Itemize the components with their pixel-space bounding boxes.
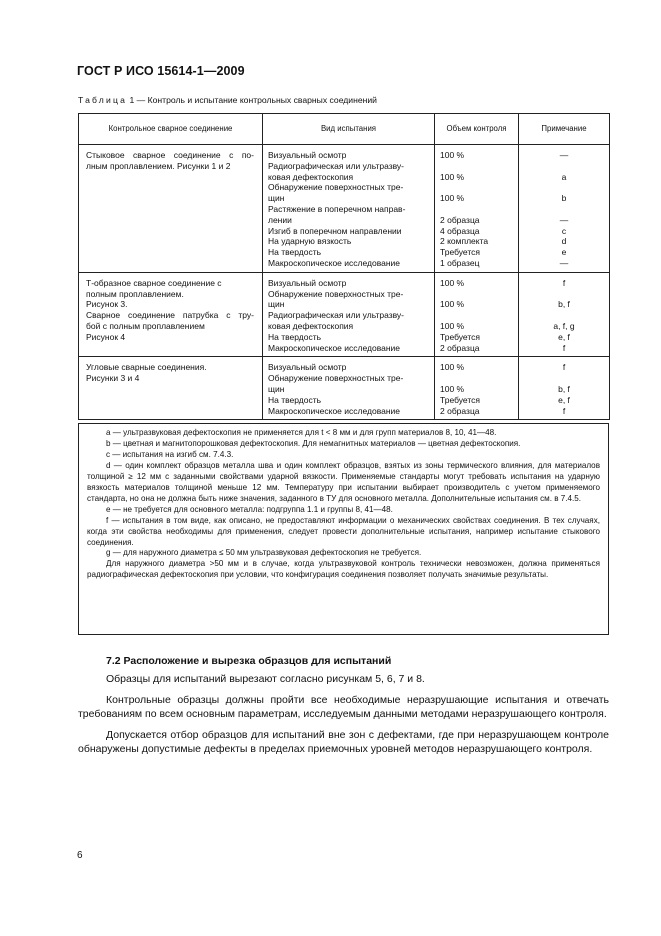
scope-value: [440, 182, 518, 193]
test-type: На ударную вязкость: [268, 236, 352, 247]
section-paragraph: Допускается отбор образцов для испытаний вне зон с дефектами, где при неразрушающем контроле обнаружены допустимые дефекты в пределах приемочных уровней методов неразрушающего контроля.: [78, 728, 609, 756]
note-ref: [519, 161, 609, 172]
test-type: Радиографическая или ультразву-: [268, 310, 405, 321]
test-type: ковая дефектоскопия: [268, 320, 354, 331]
test-type: Изгиб в поперечном направлении: [268, 225, 402, 236]
table-note: a — ультразвуковая дефектоскопия не применяется для t < 8 мм и для групп материалов 8, 10, 41—48.: [106, 428, 497, 437]
test-type: лении: [268, 214, 292, 225]
test-type: Обнаружение поверхностных тре-: [268, 373, 404, 384]
joint-cell: [79, 145, 263, 273]
scope-cell: [435, 357, 519, 420]
scope-value: [440, 161, 518, 172]
scope-value: 2 образца: [440, 342, 480, 353]
scope-value: 2 комплекта: [440, 236, 489, 247]
joint-line: Рисунки 3 и 4: [86, 373, 140, 384]
section-body: [78, 672, 609, 763]
scope-value: 100 %: [440, 362, 465, 373]
table-note: c — испытания на изгиб см. 7.4.3.: [106, 449, 234, 459]
test-type: Обнаружение поверхностных тре-: [268, 182, 404, 193]
note-ref: [519, 289, 609, 300]
test-type-cell: [263, 145, 435, 273]
joint-line: Рисунок 4: [86, 331, 126, 342]
column-header-scope: Объем контроля: [435, 114, 519, 145]
column-header-test-type: Вид испытания: [263, 114, 435, 145]
scope-value: 2 образца: [440, 405, 480, 416]
table-note: b — цветная и магнитопорошковая дефектоскопия. Для немагнитных материалов — цветная дефектоскопия.: [106, 438, 521, 448]
scope-value: 2 образца: [440, 214, 480, 225]
test-type: На твердость: [268, 247, 322, 258]
note-ref: e: [561, 247, 567, 258]
scope-value: [440, 204, 518, 215]
joint-cell: [79, 357, 263, 420]
test-type-cell: [263, 357, 435, 420]
note-ref: [519, 204, 609, 215]
scope-value: 4 образца: [440, 225, 480, 236]
table-group-butt-joint: [79, 145, 610, 273]
note-ref: b, f: [558, 299, 570, 310]
note-ref: f: [562, 362, 566, 373]
table-caption: [78, 95, 377, 105]
test-type: щин: [268, 383, 285, 394]
table-caption-word: Таблица: [78, 95, 128, 105]
joint-cell: [79, 272, 263, 357]
test-type: Растяжение в поперечном направ-: [268, 203, 406, 214]
table-group-fillet-joint: [79, 357, 610, 420]
scope-value: 100 %: [440, 299, 465, 310]
table-note: Для наружного диаметра >50 мм и в случае, когда ультразвуковой контроль технически невозможен, должна применяться радиографическая дефектоскопия при условии, что конфигурация соединения позволяет получать значимые результаты.: [87, 559, 600, 580]
section-paragraph: Контрольные образцы должны пройти все необходимые неразрушающие испытания и отвечать требованиям по всем основным параметрам, исследуемым данными методами неразрушающего контроля.: [78, 693, 609, 721]
note-ref: f: [562, 405, 566, 416]
joint-line: Рисунок 3.: [86, 299, 128, 310]
test-type: щин: [268, 193, 285, 204]
note-cell: [519, 357, 610, 420]
section-title: 7.2 Расположение и вырезка образцов для испытаний: [106, 655, 392, 667]
section-paragraph: Образцы для испытаний вырезают согласно рисункам 5, 6, 7 и 8.: [106, 673, 425, 685]
note-ref: d: [561, 236, 567, 247]
table-caption-text: 1 — Контроль и испытание контрольных сварных соединений: [129, 95, 377, 105]
test-type: ковая дефектоскопия: [268, 171, 354, 182]
note-ref: [519, 373, 609, 384]
test-type: Радиографическая или ультразву-: [268, 160, 405, 171]
table-note: g — для наружного диаметра ≤ 50 мм ультразвуковая дефектоскопия не требуется.: [106, 548, 422, 558]
joint-line: Стыковое сварное соединение с по-: [86, 150, 254, 160]
table-notes: [78, 423, 609, 635]
control-table: [78, 113, 610, 420]
scope-cell: [435, 145, 519, 273]
scope-value: 100 %: [440, 193, 465, 204]
note-ref: —: [559, 214, 569, 225]
joint-line: Т-образное сварное соединение с: [86, 277, 222, 288]
table-note: f — испытания в том виде, как описано, не предоставляют информации о механических свойствах соединения. В тех случаях, когда эти свойства необходимы для применения, следует провести дополнительные испытания, например испытание стыкового соединения.: [87, 515, 600, 547]
note-ref: [519, 310, 609, 321]
note-cell: [519, 145, 610, 273]
note-ref: e, f: [558, 394, 570, 405]
joint-line: лным проплавлением. Рисунки 1 и 2: [86, 160, 231, 171]
note-ref: f: [562, 342, 566, 353]
column-header-note: Примечание: [519, 114, 610, 145]
test-type: На твердость: [268, 331, 322, 342]
test-type: Макроскопическое исследование: [268, 405, 401, 416]
document-header: ГОСТ Р ИСО 15614-1—2009: [77, 64, 245, 78]
test-type: Визуальный осмотр: [268, 362, 347, 373]
scope-value: [440, 289, 518, 300]
note-ref: [519, 182, 609, 193]
note-ref: a, f, g: [553, 320, 575, 331]
note-ref: e, f: [558, 331, 570, 342]
scope-value: 100 %: [440, 320, 465, 331]
test-type: Визуальный осмотр: [268, 277, 347, 288]
test-type: На твердость: [268, 394, 322, 405]
test-type: Макроскопическое исследование: [268, 257, 401, 268]
note-ref: b: [561, 193, 567, 204]
scope-value: 1 образец: [440, 257, 480, 268]
test-type: Обнаружение поверхностных тре-: [268, 288, 404, 299]
note-ref: a: [561, 171, 567, 182]
note-ref: f: [562, 277, 566, 288]
test-type: Визуальный осмотр: [268, 150, 347, 160]
joint-line: Угловые сварные соединения.: [86, 362, 207, 373]
page-number: 6: [77, 850, 83, 861]
scope-value: Требуется: [440, 247, 481, 258]
table-group-t-joint: [79, 272, 610, 357]
scope-value: 100 %: [440, 383, 465, 394]
table-note: d — один комплект образцов металла шва и один комплект образцов, взятых из зоны термического влияния, для материалов толщиной ≥ 12 мм с заданными свойствами ударной вязкости. Применяемые стандарты могут требовать испытания на ударную вязкость материалов толщиной меньше 12 мм. Температуру при испытании выбирает производитель с учетом применяемого стандарта, но она не должна быть ниже значения, заданного в ТУ для основного металла. Дополнительные испытания см. в 7.4.5.: [87, 460, 600, 503]
scope-value: 100 %: [440, 150, 465, 160]
test-type-cell: [263, 272, 435, 357]
column-header-joint: Контрольное сварное соединение: [79, 114, 263, 145]
joint-line: бой с полным проплавлением: [86, 320, 205, 331]
scope-value: 100 %: [440, 277, 465, 288]
test-type: Макроскопическое исследование: [268, 342, 401, 353]
note-ref: c: [561, 225, 567, 236]
test-type: щин: [268, 299, 285, 310]
scope-value: 100 %: [440, 171, 465, 182]
note-ref: —: [559, 257, 569, 268]
note-cell: [519, 272, 610, 357]
scope-cell: [435, 272, 519, 357]
scope-value: [440, 373, 518, 384]
table-header-row: [79, 114, 610, 145]
scope-value: [440, 310, 518, 321]
note-ref: b, f: [558, 383, 570, 394]
scope-value: Требуется: [440, 331, 481, 342]
table-note: e — не требуется для основного металла: подгруппа 1.1 и группы 8, 41—48.: [106, 504, 393, 514]
scope-value: Требуется: [440, 394, 481, 405]
joint-line: Сварное соединение патрубка с тру-: [86, 310, 254, 321]
note-ref: —: [559, 150, 569, 160]
joint-line: полным проплавлением.: [86, 288, 184, 299]
